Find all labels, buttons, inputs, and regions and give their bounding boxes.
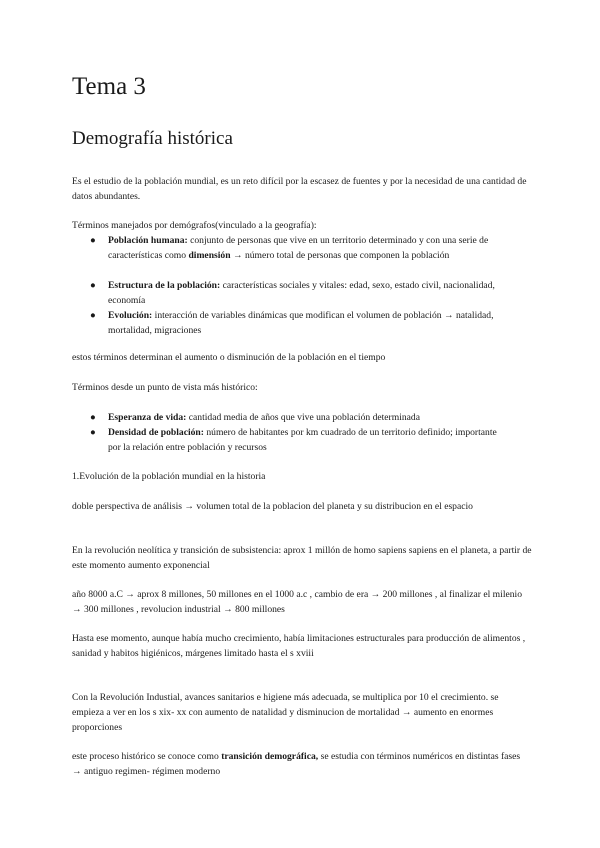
bullet-icon: ●	[90, 427, 96, 438]
term-label: Población humana:	[108, 235, 188, 246]
bullet-icon: ●	[90, 280, 96, 291]
list-item	[108, 425, 508, 455]
paragraph-text: se estudia con términos numéricos en distintas fases → antiguo regimen- régimen moderno	[72, 751, 521, 777]
paragraph-demographic-transition	[72, 749, 532, 779]
term-text: interacción de variables dinámicas que modifican el volumen de población → natalidad, mortalidad, migraciones	[108, 310, 494, 336]
term-emphasis: transición demográfica,	[221, 751, 319, 762]
term-label: Estructura de la población:	[108, 280, 221, 291]
term-text: características sociales y vitales: edad, sexo, estado civil, nacionalidad, economía	[108, 280, 495, 306]
list-item	[108, 308, 508, 338]
paragraph-limitations: Hasta ese momento, aunque había mucho crecimiento, había limitaciones estructurales para producción de alimentos , sanidad y habitos higiénicos, márgenes limitado hasta el s xviii	[72, 633, 526, 659]
terms-heading: Términos manejados por demógrafos(vinculado a la geografía):	[72, 220, 317, 231]
history-heading: Términos desde un punto de vista más histórico:	[72, 382, 258, 393]
term-emphasis: dimensión	[188, 250, 231, 261]
list-item	[108, 278, 508, 308]
bullet-icon: ●	[90, 310, 96, 321]
term-text: conjunto de personas que vive en un territorio determinado y con una serie de características como	[108, 235, 489, 261]
paragraph-text: este proceso histórico se conoce como	[72, 751, 222, 762]
bullet-icon: ●	[90, 412, 96, 423]
list-item	[108, 410, 508, 425]
list-item	[108, 233, 508, 263]
section-subtitle: Demografía histórica	[72, 128, 233, 149]
term-text: número de habitantes por km cuadrado de un territorio definido; importante por la relación entre población y recursos	[108, 427, 497, 453]
page-title: Tema 3	[72, 73, 146, 100]
paragraph-population-figures: año 8000 a.C → aprox 8 millones, 50 millones en el 1000 a.c , cambio de era → 200 millones , al finalizar el milenio → 300 millones , revolucion industrial → 800 millones	[72, 589, 522, 615]
term-text: cantidad media de años que vive una población determinada	[186, 412, 420, 423]
section-heading: 1.Evolución de la población mundial en la historia	[72, 471, 266, 482]
paragraph-perspective: doble perspectiva de análisis → volumen total de la poblacion del planeta y su distribucion en el espacio	[72, 501, 473, 512]
intro-paragraph: Es el estudio de la población mundial, es un reto difícil por la escasez de fuentes y por la necesidad de una cantidad de datos abundantes.	[72, 176, 527, 202]
term-label: Densidad de población:	[108, 427, 204, 438]
paragraph-neolithic: En la revolución neolítica y transición de subsistencia: aprox 1 millón de homo sapiens sapiens en el planeta, a partir de este momento aumento exponencial	[72, 545, 532, 571]
terms-conclusion: estos términos determinan el aumento o disminución de la población en el tiempo	[72, 352, 386, 363]
term-label: Esperanza de vida:	[108, 412, 187, 423]
term-label: Evolución:	[108, 310, 153, 321]
term-text: → número total de personas que componen la población	[230, 250, 450, 261]
paragraph-industrial-revolution: Con la Revolución Industial, avances sanitarios e higiene más adecuada, se multiplica por 10 el crecimiento. se empieza a ver en los s xix- xx con aumento de natalidad y disminucion de mortalidad → aumento en enormes proporciones	[72, 692, 499, 733]
bullet-icon: ●	[90, 235, 96, 246]
